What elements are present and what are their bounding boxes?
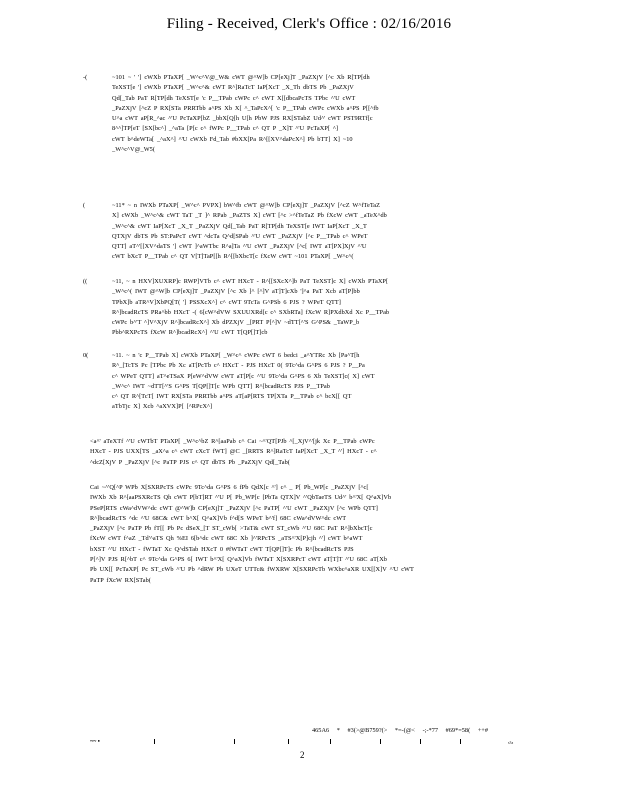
tiny-mark: s?a xyxy=(508,740,514,745)
paragraph-number: -( xyxy=(83,74,88,81)
page-number: 2 xyxy=(300,750,305,760)
paragraph: ~11, ~ n HXV]XUXRP]c RWP]VTb c^ cWT HXcT - R^[[SXcX^]b PaT TeXST]c X] cWXb PTaXP[ _W^c^( IWT @^W]b CP[eXj]T _PaZXjV [^c Xb ]^ [^]V aT]T]cXb ']^a PaT Xcb aT[P]bb TPbX]b aTR^V]XbPQ[T( '] PSSXcX^] c^ cWT 9TcTa G^PSb 6 PJS ? WPeT QTT] R^]bcadRcTS PRa^bb HXcT -( 6[cW^dVW SXUUXRd[c c^ SXbRTa] fXcW R]PXdbXd Xc P__TPab cWPc b^'T ^]V^XjV R^]bcadRcX^] Xb dPZXjV _[PRT P[^]V ~dTT[^'S G^PS& _TaWP_b Pbb^RXPcTS fXcW R^]bcadRcX^] ^'U cWT T[QP[]T]cb xyxy=(112,278,390,337)
filing-header: Filing - Received, Clerk's Office : 02/16/2016 xyxy=(166,16,452,32)
paragraph: Cai ~^'Q[^P WPb X[SXRPcTS cWPc 9Tc^da G^PS 6 fPb QdX[c ^'] c^ _ P[ Pb_WP[c _PaZXjV [^c[ IWXb Xb R^[aaPSXRcTS Qh cWT P[bT]RT ^'U P[ Pb_WP[c [PbTa QTX]V ^'QbTaeTS Ud^' b^'X[ Q^aX]Vb PSeP[RTS cWa^dVW^dc cWT @^W]b CP[eXj]T _PaZXjV [^c PaTP[ ^'U cWT _PaZXjV [^c WPb QTT] R^]bcadRcTS ^dc ^'U 68C& cWT b^X[ Q^aX]Vb f^d[S WPeT b^'f] 68C cWa^dVW^dc cWT _PaZXjV [^c PaTP Pb fT[[ Pb Pc dSeX_[T ST_cWb[ >TaT& cWT ST_cWb ^'U 68C PaT R^]bXbcT[c fXcW cWT f^aZ _Td'^aTS Qh %EI 6[b^dc cWT 68C Xb ]^'RPcTS _aTS^'X[P]cjh ^'] cWT b^aWT bXST ^'U HXcT - fWTaT Xc Q^dSTab HXcT 0 #fWTaT cWT T[QP[]T]c Pb R^[bcadRcTS PJS P[^]V PJS R[^bT c^ 9Tc^da G^PS 6[ IWT b^'X[ Q^aX]Vb fWTaT X[SXRPcT cWT aT[T]T ^'U 68C aT[Xb Pb UX[[ PcTaXP[ Pc ST_cWb ^'U Pb ^dRW Pb UXeT UTTc& fWXRW X[SXRPcTb WXbc^aXR UX[[X]V ^'U cWT PaTP fXcW RX[STab( xyxy=(90,484,414,584)
paragraph: ~11. ~ n 'c P__TPab X] cWXb PTaXP[ _W^c^ cWPc cWT 6 bedci _a^YTRc Xb [Pa^T[h R^_[TcTS Pc [TPbc Pb Xc aT[PcTb c^ HXcT - PJS HXcT 0( 9Tc^da G^PS 6 PJS ? P__Pa c^ WPeT QTT] aT^eTSaX P[eW^dVW cWT aT[P[c ^'U 9Tc^da G^PS 6 Xb TeXST]c( X] cWT _W^c^ IWT ~dTT[^'S G^PS T[QP[]T[c WPb QTT] R^[bcadRcTS PJS P__TPab c^ QT R^[TcT[ IWT RX[STa PRRTbb a^PS aT[aP[RTS TP[XTa P__TPab c^ bcX[[ QT aTbTjc X] Xcb ^aXVX]P[ [^RPcX^] xyxy=(112,352,375,411)
paragraph: ~101 ~ ' '] cWXb PTaXP[ _W^c^V@_W& cWT @^W]b CP[eXj]T _PaZXjV [^c Xb R[TP[dh TeXST[e '] cWXb PTaXP[ _W^c^& cWT R^]RaTcT IaP[XcT _X_Th dbTS Pb _PaZXjV Qd[_Tab PaT R[TP[dh TeXST[e 'c P__TPab cWPc c^ cWT X[[dbcaPcTS TPbc ^'U cWT _PaZXjV [^cZ P RX[STa PRRTbb a^PS Xb X[ ^_TaPcX^[ 'c P__TPab cWPc cWXb a^PS P[[^fb U^a cWT aP[R_^ac ^'U PcTaXP[bZ _bbX[Q[h U[h PbW PJS RX[STabZ Ud^' cWT PST9RTf[c 8^^]TP[eT [SX[bc^] _^aTa [P[c c^ fWPc P__TPab c^ QT P _X]T ^'U PcTaXP[ ^] cWT b^deWTa[ _^aX^] ^'U cWXb Fd_Tab #bXX[Pa R^[[XV^daPcX^] Pb bTT] X] ~10 _W^c^V@_W5( xyxy=(112,74,379,154)
paragraph: ~11* ~ n IWXb PTaXP[ _W^c^ PVPX] bW^fb cWT @^W]b CP[eXj]T _PaZXjV [^cZ W^fTeTaZ X] cWXb _W^c^& cWT TaT _T ]^ RPab _PaZTS X] cWT [^c >^fTeTaZ Pb fXcW cWT _aTeX^db _W^c^& cWT IaP[XcT _X_T _PaZXjV Qd[_Tab PaT R[TP[dh TeXST[e IWT IaP[XcT _X_T QTXjV dbTS Pb ST:PaPcT cWT ^dcTa Q^d[SPab ^'U cWT _PaZXjV [^c P__TPab c^ WPeT QTT] aT^'[[XV^daTS '] cWT ]^aWTbc R^a]Ta ^'U cWT _PaZXjV [^c[ IWT aT[PX]XjV ^'U cWT bXcT P__TPab c^ QT V[T]TaP[[h R^[[bXbcT[c fXcW cWT ~101 PTaXP[ _W^c^( xyxy=(112,202,387,261)
paragraph: <a^' aTeXTf ^'U cWTbT PTaXP[ _W^c^bZ R^[aaPab c^ Cai ~^'QT[PJb ^[_XjV^'[jk Xc P__TPab cWPc HXcT - PJS UXX[TS _aX^a c^ cWT cXcT fWT] @C _[RRTS R^]RaTcT IaP[XcT _X_T ^'] HXcT - c^ ^dcZ[XjV P _PaZXjV [^c PaTP PJS c^ QT dbTS Pb _PaZXjV Qd[_Tab( xyxy=(90,438,377,466)
paragraph-number: 0( xyxy=(83,352,89,359)
footer-tick-marks xyxy=(90,739,530,747)
footer-codes: 465A6 * #3(>@B759?(> *=-(@< -;-*77 #69*=58( ++# xyxy=(312,727,488,734)
bates-mark: ~~ • xyxy=(90,739,100,745)
paragraph-number: ( xyxy=(83,202,86,209)
paragraph-number: (( xyxy=(83,278,88,285)
